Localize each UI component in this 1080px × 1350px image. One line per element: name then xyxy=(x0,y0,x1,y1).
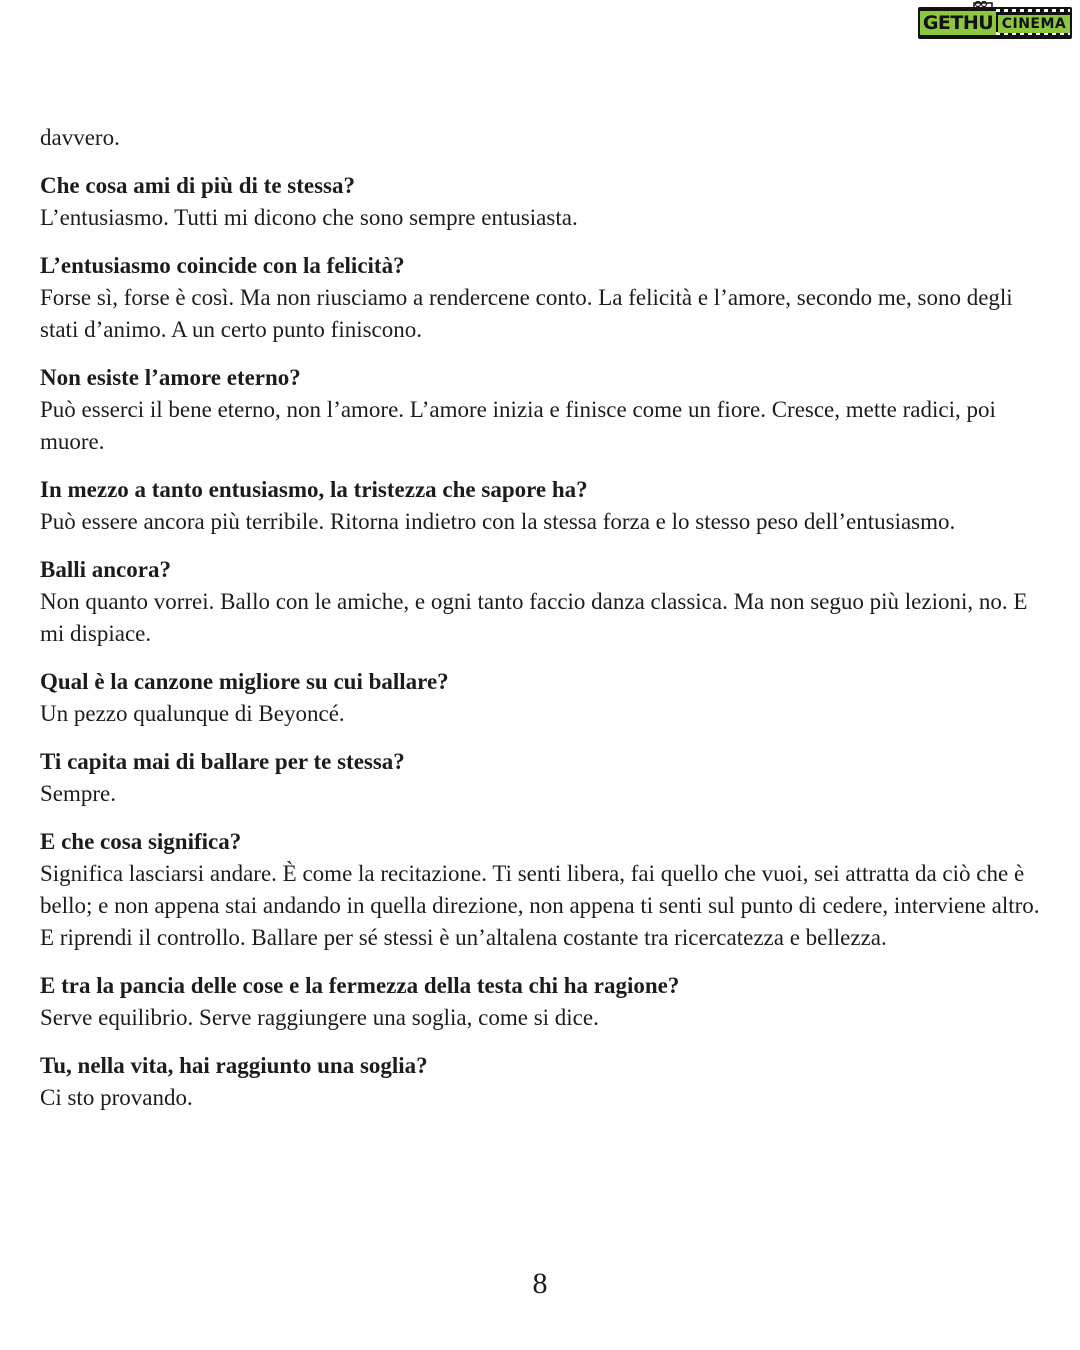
question: Tu, nella vita, hai raggiunto una soglia? xyxy=(40,1053,428,1078)
qa-block xyxy=(40,362,1040,458)
question: Balli ancora? xyxy=(40,557,171,582)
interview-body xyxy=(40,122,1040,1130)
answer: L’entusiasmo. Tutti mi dicono che sono sempre entusiasta. xyxy=(40,205,578,230)
answer: Ci sto provando. xyxy=(40,1085,193,1110)
logo-text-cinema: CINEMA xyxy=(998,15,1070,33)
qa-block xyxy=(40,666,1040,730)
qa-block xyxy=(40,826,1040,954)
answer: Sempre. xyxy=(40,781,117,806)
qa-block xyxy=(40,746,1040,810)
qa-block xyxy=(40,250,1040,346)
qa-block xyxy=(40,554,1040,650)
gethucinema-logo xyxy=(918,7,1074,41)
qa-block xyxy=(40,170,1040,234)
answer: Serve equilibrio. Serve raggiungere una soglia, come si dice. xyxy=(40,1005,599,1030)
page-number: 8 xyxy=(532,1267,548,1300)
lead-text: davvero. xyxy=(40,125,120,150)
answer: Forse sì, forse è così. Ma non riusciamo a rendercene conto. La felicità e l’amore, secondo me, sono degli stati d’animo. A un certo punto finiscono. xyxy=(40,285,1013,342)
logo-text-gethu: GETHU xyxy=(920,11,996,35)
qa-block xyxy=(40,474,1040,538)
answer: Significa lasciarsi andare. È come la recitazione. Ti senti libera, fai quello che vuoi, sei attratta da ciò che è bello; e non appena stai andando in quella direzione, non appena ti senti sul punto di cedere, interviene altro. E riprendi il controllo. Ballare per sé stessi è un’altalena costante tra ricercatezza e bellezza. xyxy=(40,861,1040,950)
question: In mezzo a tanto entusiasmo, la tristezza che sapore ha? xyxy=(40,477,588,502)
question: E tra la pancia delle cose e la fermezza della testa chi ha ragione? xyxy=(40,973,680,998)
qa-block xyxy=(40,1050,1040,1114)
answer: Può essere ancora più terribile. Ritorna indietro con la stessa forza e lo stesso peso dell’entusiasmo. xyxy=(40,509,956,534)
question: Qual è la canzone migliore su cui ballare? xyxy=(40,669,449,694)
question: Che cosa ami di più di te stessa? xyxy=(40,173,355,198)
question: E che cosa significa? xyxy=(40,829,242,854)
qa-block xyxy=(40,970,1040,1034)
question: Ti capita mai di ballare per te stessa? xyxy=(40,749,405,774)
question: Non esiste l’amore eterno? xyxy=(40,365,301,390)
answer: Non quanto vorrei. Ballo con le amiche, e ogni tanto faccio danza classica. Ma non seguo più lezioni, no. E mi dispiace. xyxy=(40,589,1028,646)
question: L’entusiasmo coincide con la felicità? xyxy=(40,253,405,278)
answer: Un pezzo qualunque di Beyoncé. xyxy=(40,701,345,726)
answer: Può esserci il bene eterno, non l’amore. L’amore inizia e finisce come un fiore. Cresce, mette radici, poi muore. xyxy=(40,397,996,454)
